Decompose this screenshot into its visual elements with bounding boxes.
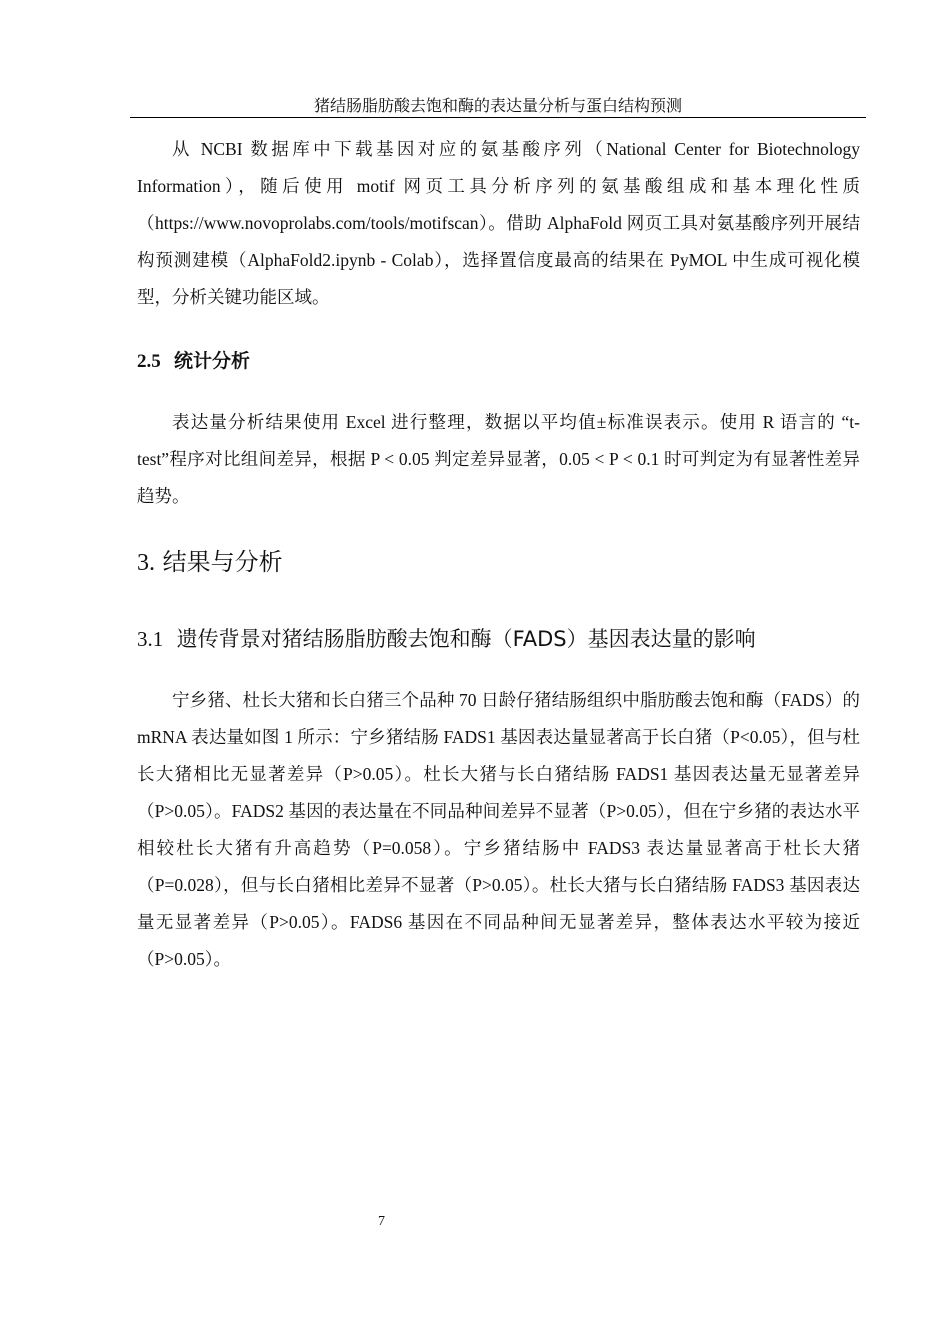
paragraph-text: 表达量分析结果使用 Excel 进行整理，数据以平均值±标准误表示。使用 R 语言的 “t-test”程序对比组间差异，根据 P < 0.05 判定差异显著，0.05 < P < 0.1 时可判定为有显著性差异趋势。 bbox=[137, 412, 860, 506]
paragraph-text: 宁乡猪、杜长大猪和长白猪三个品种 70 日龄仔猪结肠组织中脂肪酸去饱和酶（FADS）的 mRNA 表达量如图 1 所示：宁乡猪结肠 FADS1 基因表达量显著高于长白猪（P<0.05），但与杜长大猪相比无显著差异（P>0.05）。杜长大猪与长白猪结肠 FADS1 基因表达量无显著差异（P>0.05）。FADS2 基因的表达量在不同品种间差异不显著（P>0.05），但在宁乡猪的表达水平相较杜长大猪有升高趋势（P=0.058）。宁乡猪结肠中 FADS3 表达量显著高于杜长大猪（P=0.028），但与长白猪相比差异不显著（P>0.05）。杜长大猪与长白猪结肠 FADS3 基因表达量无显著差异（P>0.05）。FADS6 基因在不同品种间无显著差异，整体表达水平较为接近（P>0.05）。 bbox=[137, 690, 860, 969]
section-heading-2-5 bbox=[137, 346, 250, 373]
section-title: 统计分析 bbox=[173, 350, 250, 372]
methods-paragraph bbox=[137, 131, 860, 316]
section-title: 结果与分析 bbox=[162, 548, 283, 576]
section-heading-3-1 bbox=[137, 623, 756, 653]
statistics-paragraph bbox=[137, 404, 860, 515]
paragraph-text: 从 NCBI 数据库中下载基因对应的氨基酸序列（National Center for Biotechnology Information），随后使用 motif 网页工具分析序列的氨基酸组成和基本理化性质（https://www.novoprolabs.com/tools/motifscan）。借助 AlphaFold 网页工具对氨基酸序列开展结构预测建模（AlphaFold2.ipynb - Colab），选择置信度最高的结果在 PyMOL 中生成可视化模型，分析关键功能区域。 bbox=[137, 139, 860, 307]
page-number: 7 bbox=[378, 1214, 385, 1229]
section-title: 遗传背景对猪结肠脂肪酸去饱和酶（FADS）基因表达量的影响 bbox=[176, 627, 756, 651]
section-number: 3. bbox=[137, 550, 155, 576]
running-header: 猪结肠脂肪酸去饱和酶的表达量分析与蛋白结构预测 bbox=[313, 96, 682, 115]
results-paragraph bbox=[137, 682, 860, 978]
header-rule bbox=[130, 117, 866, 118]
section-number: 2.5 bbox=[137, 351, 161, 372]
section-heading-3 bbox=[137, 542, 283, 577]
section-number: 3.1 bbox=[137, 627, 164, 651]
